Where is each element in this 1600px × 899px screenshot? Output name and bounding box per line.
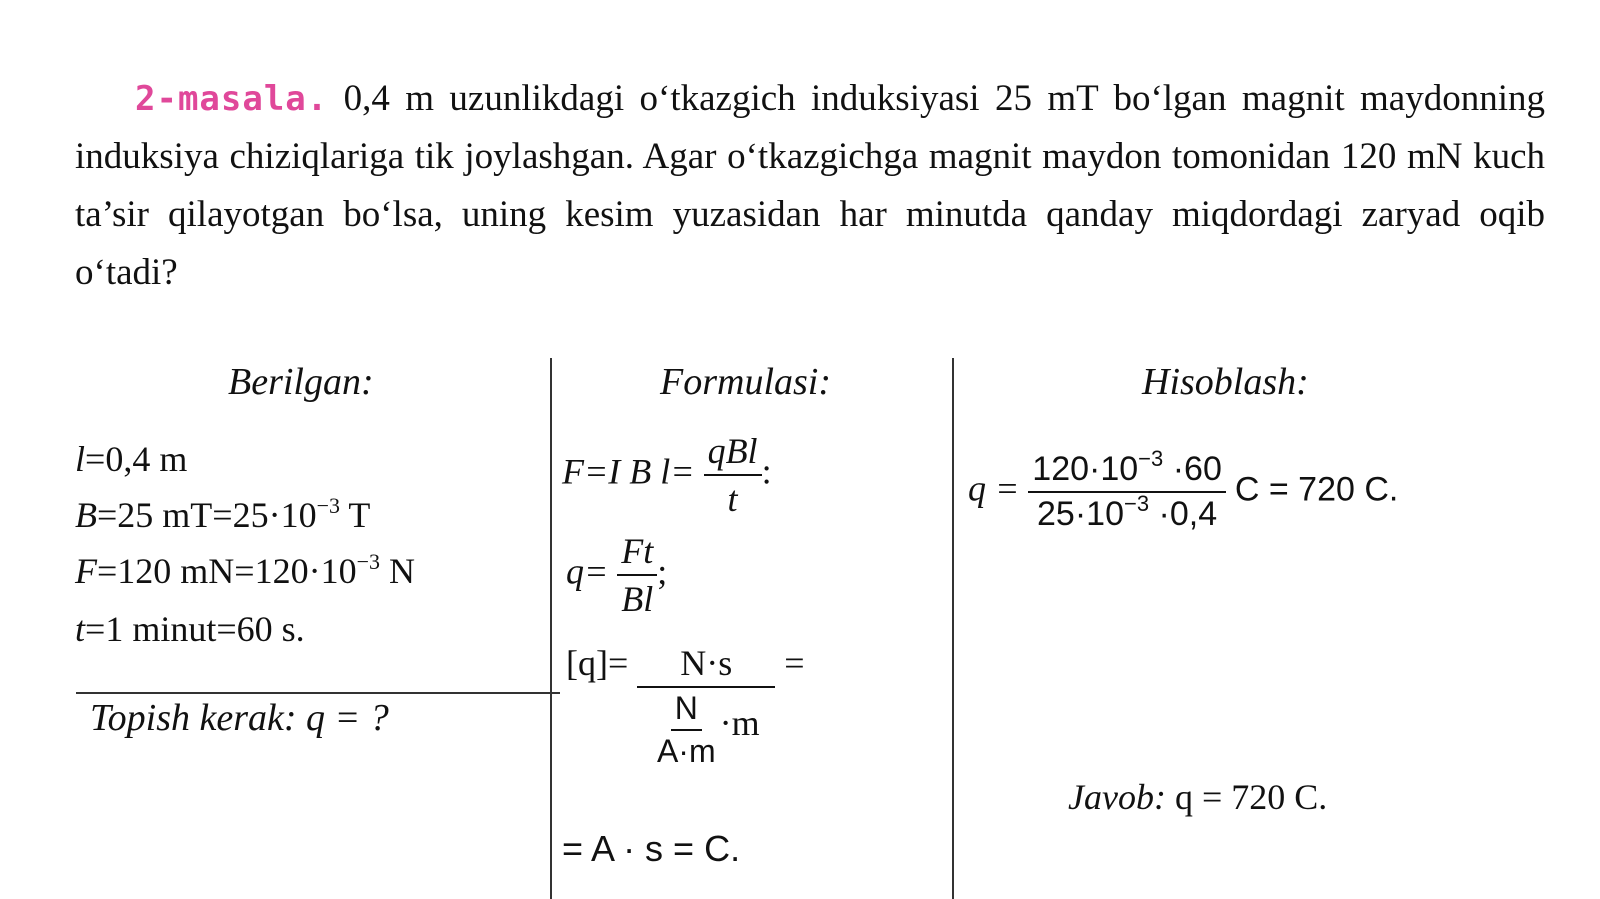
problem-text: 0,4 m uzunlikdagi o‘tkazgich induksiyasi 25 mT bo‘lgan magnit maydonning induksiya chiziqlariga tik joylashgan. Agar o‘tkazgichga magnit maydon tomonidan 120 mN kuch ta’sir qilayotgan bo‘lsa, uning kesim yuzasidan har minutda qanday miqdordagi zaryad oqib o‘tadi? xyxy=(75,78,1545,293)
formula-charge: q= $\frac{Ft}{Bl}$ ; xyxy=(566,531,668,619)
formula-force: F=I B l= $\frac{\text{qBl}}{t}$ : xyxy=(562,431,772,519)
given-length: l=0,4 m xyxy=(75,439,188,479)
given-divider xyxy=(76,692,560,694)
formula-unit-result: = A · s = C. xyxy=(562,828,741,869)
problem-statement xyxy=(75,70,1545,302)
given-header: Berilgan: xyxy=(228,361,374,403)
problem-tag: 2-masala. xyxy=(135,79,329,119)
find-expr: q = ? xyxy=(306,697,389,739)
answer-label: Javob: xyxy=(1068,777,1166,817)
answer xyxy=(1068,776,1327,818)
given-induction: B=25 $mT=25\cdot 10^{-3}$ T xyxy=(75,493,371,535)
find-label: Topish kerak: xyxy=(90,697,297,739)
given-force: F=120 $mN=120\cdot 10^{-3}$ N xyxy=(75,549,416,591)
formula-header: Formulasi: xyxy=(660,361,831,403)
column-divider-2 xyxy=(952,358,954,899)
formula-unit: [q]= N·s $\frac{N}{A\cdot m}$ ·m = xyxy=(566,643,805,769)
column-divider-1 xyxy=(550,358,552,899)
calc-header: Hisoblash: xyxy=(1142,361,1309,403)
find-target xyxy=(90,696,389,740)
answer-value: q = 720 C. xyxy=(1174,777,1328,817)
calculation-expression: q = $\frac{120\cdot 10^{-3} \cdot 60}{25\cdot 10^{-3} \cdot 0,4}$ C = 720 C. xyxy=(968,446,1399,533)
given-time: t=1 minut=60 s. xyxy=(75,609,305,649)
